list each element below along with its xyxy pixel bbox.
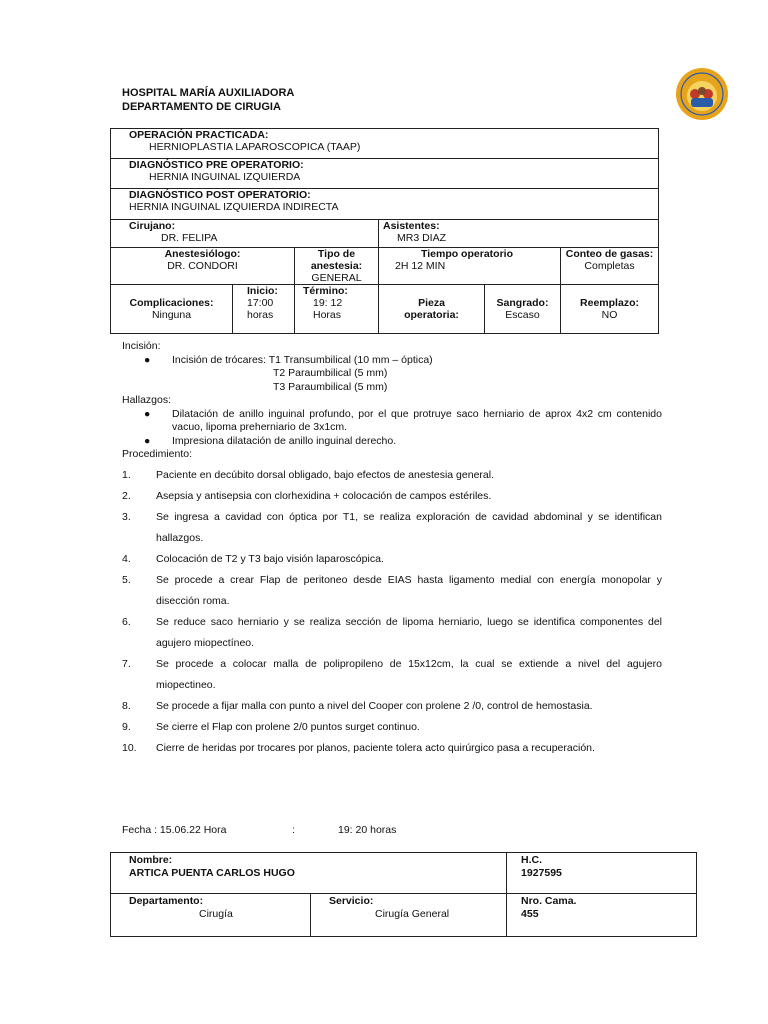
anesthesia-type-value: GENERAL bbox=[311, 272, 362, 284]
complications-label: Complicaciones: bbox=[129, 297, 214, 309]
complications-cell bbox=[111, 285, 233, 334]
pre-op-diagnosis-cell bbox=[111, 159, 659, 189]
end-time-unit: Horas bbox=[313, 309, 342, 321]
procedure-step bbox=[122, 654, 662, 696]
assistants-cell bbox=[379, 220, 659, 248]
patient-name-label: Nombre: bbox=[129, 854, 173, 866]
incision-trocar-1: Incisión de trócares: T1 Transumbilical (10 mm – óptica) bbox=[172, 353, 433, 366]
pre-op-diagnosis-label: DIAGNÓSTICO PRE OPERATORIO: bbox=[129, 159, 304, 171]
step-number: 4. bbox=[122, 552, 131, 565]
step-text: Se procede a fijar malla con punto a nivel del Cooper con prolene 2 /0, control de hemostasia. bbox=[156, 699, 593, 712]
bullet-icon: ● bbox=[144, 434, 151, 447]
pre-op-diagnosis-value: HERNIA INGUINAL IZQUIERDA bbox=[149, 171, 301, 183]
start-time-cell bbox=[233, 285, 295, 334]
surgeon-value: DR. FELIPA bbox=[161, 232, 218, 244]
bullet-icon: ● bbox=[144, 407, 151, 420]
procedure-step bbox=[122, 465, 662, 486]
procedure-step bbox=[122, 507, 662, 549]
step-number: 9. bbox=[122, 720, 131, 733]
finding-item-2 bbox=[122, 435, 662, 449]
department-label: Departamento: bbox=[129, 895, 204, 907]
step-number: 2. bbox=[122, 489, 131, 502]
department-cell bbox=[111, 894, 311, 937]
patient-name-cell bbox=[111, 853, 507, 894]
bed-number-label: Nro. Cama. bbox=[521, 895, 577, 907]
end-time-cell bbox=[295, 285, 379, 334]
step-text: Se ingresa a cavidad con óptica por T1, se realiza exploración de cavidad abdominal y se identifican hallazgos. bbox=[156, 510, 662, 544]
operation-table bbox=[110, 128, 659, 334]
bed-number-value: 455 bbox=[521, 908, 539, 920]
operation-performed-value: HERNIOPLASTIA LAPAROSCOPICA (TAAP) bbox=[149, 141, 361, 153]
start-time-label: Inicio: bbox=[247, 285, 278, 297]
post-op-diagnosis-label: DIAGNÓSTICO POST OPERATORIO: bbox=[129, 189, 311, 201]
step-text: Colocación de T2 y T3 bajo visión laparoscópica. bbox=[156, 552, 384, 565]
department-name: DEPARTAMENTO DE CIRUGIA bbox=[122, 101, 281, 113]
step-number: 5. bbox=[122, 573, 131, 586]
medical-record-cell bbox=[507, 853, 697, 894]
step-number: 3. bbox=[122, 510, 131, 523]
bullet-icon: ● bbox=[144, 353, 151, 366]
replacement-cell bbox=[561, 285, 659, 334]
operation-performed-cell bbox=[111, 129, 659, 159]
surgical-piece-label: Pieza operatoria: bbox=[379, 285, 485, 334]
incision-trocar-3: T3 Paraumbilical (5 mm) bbox=[273, 380, 388, 393]
step-text: Se procede a colocar malla de polipropileno de 15x12cm, la cual se extiende a nivel del agujero miopectineo. bbox=[156, 657, 662, 691]
service-value: Cirugía General bbox=[375, 908, 450, 920]
step-number: 7. bbox=[122, 657, 131, 670]
anesthesia-type-label: Tipo de anestesia: bbox=[310, 248, 363, 272]
colon-separator: : bbox=[292, 824, 295, 836]
step-text: Se reduce saco herniario y se realiza sección de lipoma herniario, luego se identifica componentes del agujero miopectíneo. bbox=[156, 615, 662, 649]
step-text: Se cierre el Flap con prolene 2/0 puntos surget continuo. bbox=[156, 720, 420, 733]
procedure-step bbox=[122, 738, 662, 759]
procedure-step bbox=[122, 696, 662, 717]
bleeding-label: Sangrado: bbox=[496, 297, 549, 309]
operation-performed-label: OPERACIÓN PRACTICADA: bbox=[129, 129, 269, 141]
anesthesiologist-cell bbox=[111, 248, 295, 285]
start-time-unit: horas bbox=[247, 309, 274, 321]
finding-text-2: Impresiona dilatación de anillo inguinal derecho. bbox=[172, 434, 397, 447]
replacement-value: NO bbox=[601, 309, 618, 321]
date-text: Fecha : 15.06.22 Hora bbox=[122, 824, 227, 836]
step-text: Se procede a crear Flap de peritoneo desde EIAS hasta ligamento medial con energía monopolar y disección roma. bbox=[156, 573, 662, 607]
operative-time-label: Tiempo operatorio bbox=[421, 248, 513, 260]
step-number: 6. bbox=[122, 615, 131, 628]
anesthesiologist-label: Anestesiólogo: bbox=[164, 248, 241, 260]
replacement-label: Reemplazo: bbox=[580, 297, 639, 309]
procedure-step bbox=[122, 717, 662, 738]
start-time-value: 17:00 bbox=[247, 297, 274, 309]
incision-trocar-2: T2 Paraumbilical (5 mm) bbox=[273, 367, 388, 379]
gauze-count-value: Completas bbox=[584, 260, 635, 272]
findings-label: Hallazgos: bbox=[122, 394, 172, 406]
document-header bbox=[122, 86, 294, 114]
medical-record-label: H.C. bbox=[521, 854, 543, 866]
end-time-value: 19: 12 bbox=[313, 297, 343, 309]
procedure-step bbox=[122, 549, 662, 570]
service-label: Servicio: bbox=[329, 895, 374, 907]
end-time-label: Término: bbox=[303, 285, 348, 297]
post-op-diagnosis-value: HERNIA INGUINAL IZQUIERDA INDIRECTA bbox=[129, 201, 339, 213]
service-cell bbox=[311, 894, 507, 937]
procedure-step bbox=[122, 486, 662, 507]
bleeding-value: Escaso bbox=[505, 309, 540, 321]
surgeon-cell bbox=[111, 220, 379, 248]
incision-item bbox=[122, 354, 662, 368]
step-number: 8. bbox=[122, 699, 131, 712]
operative-time-value: 2H 12 MIN bbox=[395, 260, 446, 272]
hour-text: 19: 20 horas bbox=[338, 824, 397, 836]
procedure-list bbox=[122, 465, 662, 759]
finding-item-1 bbox=[122, 408, 662, 435]
procedure-step bbox=[122, 612, 662, 654]
bleeding-cell bbox=[485, 285, 561, 334]
finding-text-1: Dilatación de anillo inguinal profundo, por el que protruye saco herniario de aprox 4x2 cm contenido vacuo, lipoma preherniario de 3x1cm. bbox=[172, 407, 662, 433]
anesthesia-type-cell bbox=[295, 248, 379, 285]
gauze-count-cell bbox=[561, 248, 659, 285]
hospital-seal-logo bbox=[675, 67, 729, 121]
procedure-label: Procedimiento: bbox=[122, 448, 193, 460]
assistants-label: Asistentes: bbox=[383, 220, 440, 232]
department-value: Cirugía bbox=[199, 908, 233, 920]
assistants-value: MR3 DIAZ bbox=[397, 232, 447, 244]
incision-label: Incisión: bbox=[122, 340, 161, 352]
patient-name-value: ARTICA PUENTA CARLOS HUGO bbox=[129, 867, 295, 879]
hospital-name: HOSPITAL MARÍA AUXILIADORA bbox=[122, 87, 295, 99]
step-number: 10. bbox=[122, 741, 137, 754]
medical-record-value: 1927595 bbox=[521, 867, 562, 879]
complications-value: Ninguna bbox=[151, 309, 192, 321]
procedure-step bbox=[122, 570, 662, 612]
step-text: Paciente en decúbito dorsal obligado, bajo efectos de anestesia general. bbox=[156, 468, 494, 481]
patient-table bbox=[110, 852, 697, 937]
step-text: Cierre de heridas por trocares por planos, paciente tolera acto quirúrgico pasa a recuperación. bbox=[156, 741, 595, 754]
gauze-count-label: Conteo de gasas: bbox=[565, 248, 654, 260]
post-op-diagnosis-cell bbox=[111, 189, 659, 220]
anesthesiologist-value: DR. CONDORI bbox=[167, 260, 238, 272]
bed-number-cell bbox=[507, 894, 697, 937]
operative-time-cell bbox=[379, 248, 561, 285]
surgical-notes bbox=[122, 340, 662, 759]
date-time-line bbox=[122, 824, 396, 836]
surgeon-label: Cirujano: bbox=[129, 220, 176, 232]
step-number: 1. bbox=[122, 468, 131, 481]
step-text: Asepsia y antisepsia con clorhexidina + colocación de campos estériles. bbox=[156, 489, 492, 502]
